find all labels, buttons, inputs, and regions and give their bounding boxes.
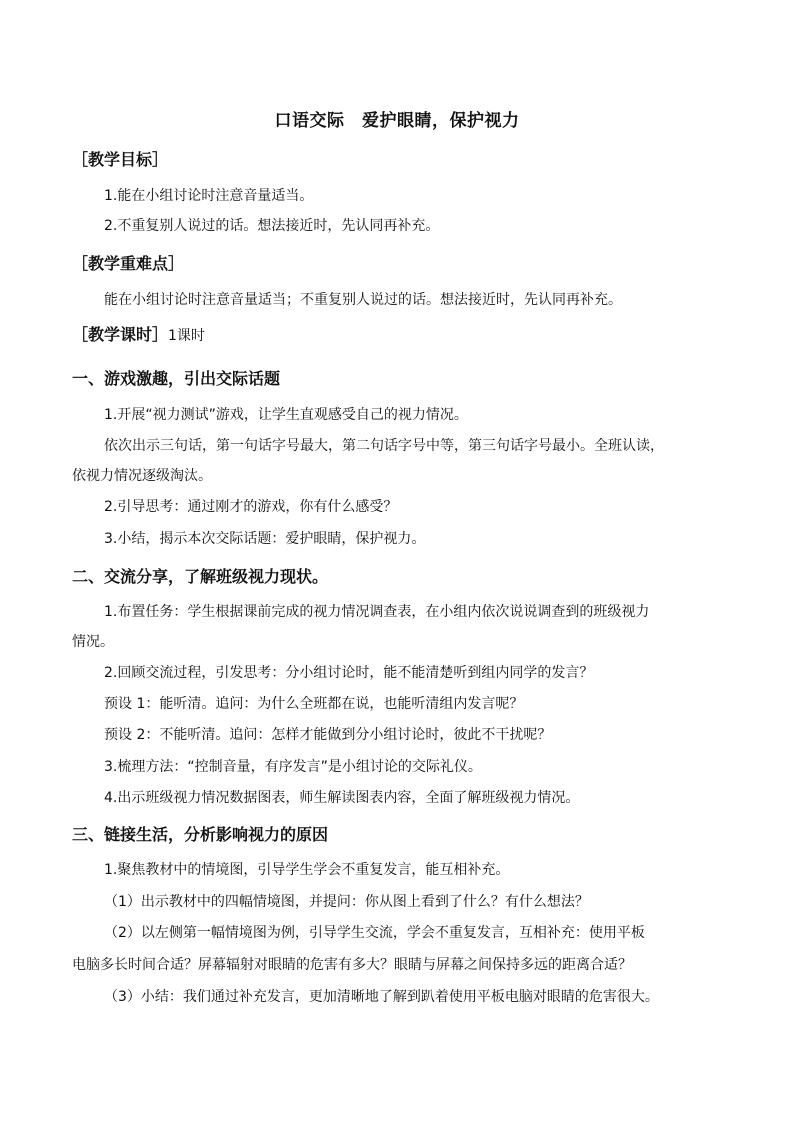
section2-line-3: 2.回顾交流过程，引发思考：分小组讨论时，能不能清楚听到组内同学的发言？ [104, 665, 594, 681]
section3-line-3: （2）以左侧第一幅情境图为例，引导学生交流，学会不重复发言，互相补充：使用平板 [104, 925, 645, 941]
section1-line-5: 3.小结，揭示本次交际话题：爱护眼睛，保护视力。 [104, 531, 426, 547]
section1-line-2: 依次出示三句话，第一句话字号最大，第二句话字号中等，第三句话字号最小。全班认读， [104, 438, 664, 454]
section2-line-7: 4.出示班级视力情况数据图表，师生解读图表内容，全面了解班级视力情况。 [104, 790, 580, 806]
section2-line-4: 预设 1：能听清。追问：为什么全班都在说，也能听清组内发言呢？ [104, 696, 524, 712]
class-hours-heading: ［教学课时］ [72, 325, 169, 344]
class-hours-value: 1课时 [168, 328, 205, 344]
section2-line-2: 情况。 [72, 634, 114, 650]
section3-line-5: （3）小结：我们通过补充发言，更加清晰地了解到趴着使用平板电脑对眼睛的危害很大。 [104, 989, 659, 1005]
objective-item-1: 1.能在小组讨论时注意音量适当。 [104, 188, 314, 204]
section3-line-4: 电脑多长时间合适？屏幕辐射对眼睛的危害有多大？眼睛与屏幕之间保持多远的距离合适？ [72, 957, 632, 973]
document-title: 口语交际 爱护眼睛，保护视力 [274, 111, 520, 131]
section2-line-6: 3.梳理方法：“控制音量，有序发言”是小组讨论的交际礼仪。 [104, 759, 482, 775]
class-hours-row [72, 324, 205, 347]
objective-item-2: 2.不重复别人说过的话。想法接近时，先认同再补充。 [104, 218, 440, 234]
section1-line-3: 依视力情况逐级淘汰。 [72, 468, 212, 484]
key-points-text: 能在小组讨论时注意音量适当；不重复别人说过的话。想法接近时，先认同再补充。 [104, 292, 622, 308]
section2-line-5: 预设 2：不能听清。追问：怎样才能做到分小组讨论时，彼此不干扰呢？ [104, 727, 552, 743]
section3-line-2: （1）出示教材中的四幅情境图，并提问：你从图上看到了什么？有什么想法？ [104, 894, 589, 910]
section2-line-1: 1.布置任务：学生根据课前完成的视力情况调查表，在小组内依次说说调查到的班级视力 [104, 604, 650, 620]
section2-heading: 二、交流分享，了解班级视力现状。 [72, 567, 329, 586]
section1-line-1: 1.开展“视力测试”游戏，让学生直观感受自己的视力情况。 [104, 407, 468, 423]
section1-heading: 一、游戏激趣，引出交际话题 [72, 369, 281, 388]
section3-line-1: 1.聚焦教材中的情境图，引导学生学会不重复发言，能互相补充。 [104, 862, 510, 878]
section1-line-4: 2.引导思考：通过刚才的游戏，你有什么感受？ [104, 499, 398, 515]
key-points-heading: ［教学重难点］ [72, 254, 185, 273]
objectives-heading: ［教学目标］ [72, 150, 169, 169]
section3-heading: 三、链接生活，分析影响视力的原因 [72, 825, 329, 844]
